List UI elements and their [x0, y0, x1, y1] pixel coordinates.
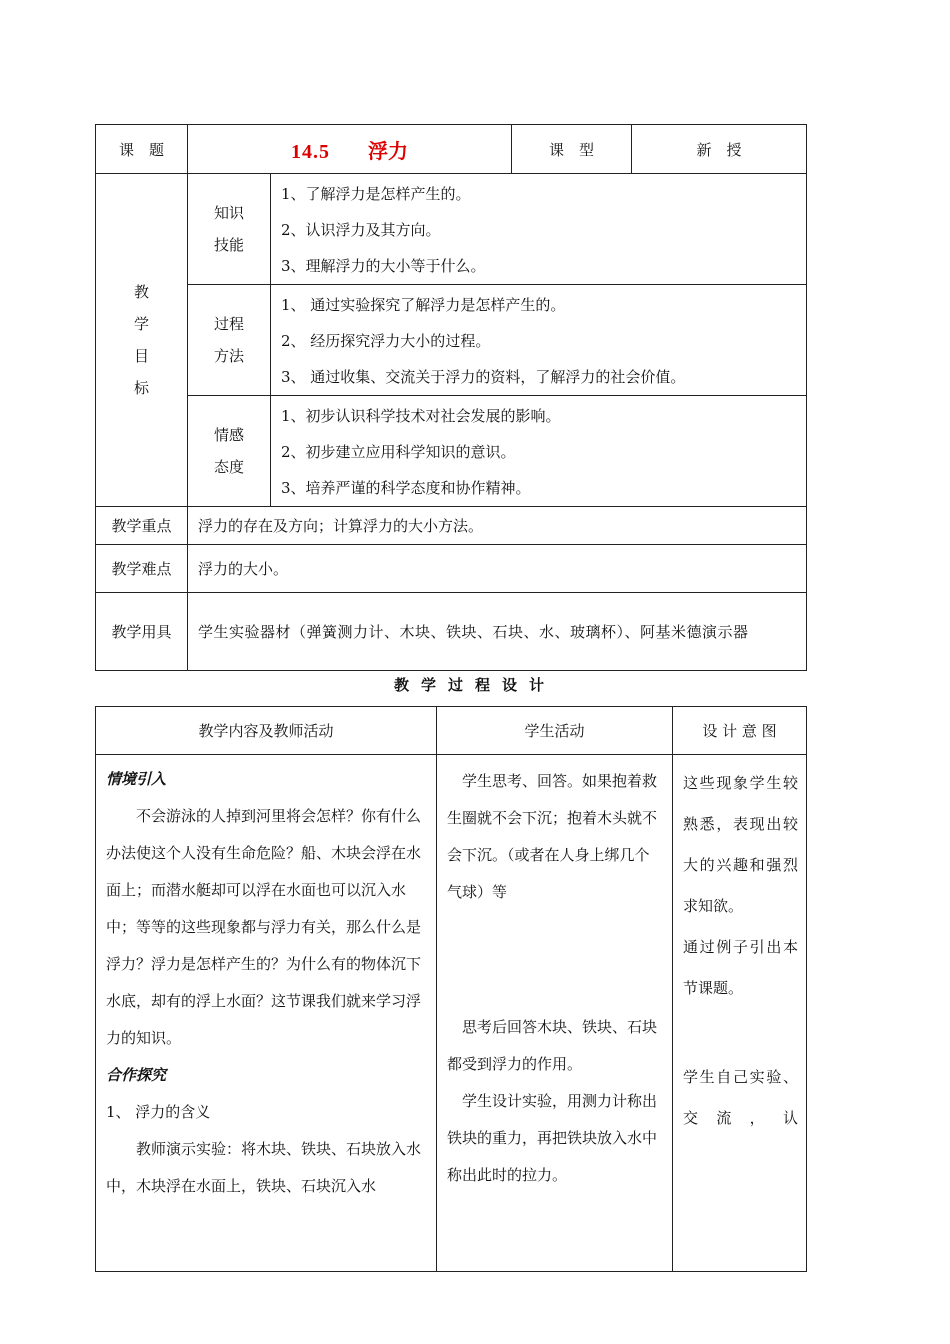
tools-label: 教学用具: [96, 593, 188, 671]
difficulty-value: 浮力的大小。: [188, 545, 807, 593]
attitude-items: 1、初步认识科学技术对社会发展的影响。 2、初步建立应用科学知识的意识。 3、培养严谨的科学态度和协作精神。: [271, 396, 807, 507]
section-title-explore: 合作探究: [106, 1066, 167, 1084]
student-answer-2: 思考后回答木块、铁块、石块都受到浮力的作用。: [447, 1018, 658, 1073]
type-label: 课 型: [512, 125, 632, 174]
situation-text: 不会游泳的人掉到河里将会怎样？你有什么办法使这个人没有生命危险？船、木块会浮在水面上；而潜水艇却可以浮在水面也可以沉入水中；等等的这些现象都与浮力有关，那么什么是浮力？浮力是怎样产生的？为什么有的物体沉下水底，却有的浮上水面？这节课我们就来学习浮力的知识。: [106, 807, 422, 1047]
intent-cell: [673, 755, 807, 1272]
knowledge-items: 1、了解浮力是怎样产生的。 2、认识浮力及其方向。 3、理解浮力的大小等于什么。: [271, 174, 807, 285]
knowledge-label: 知识 技能: [188, 174, 271, 285]
difficulty-label: 教学难点: [96, 545, 188, 593]
key-point-value: 浮力的存在及方向；计算浮力的大小方法。: [188, 507, 807, 545]
lesson-info-table: [95, 124, 807, 671]
topic-label: 课 题: [96, 125, 188, 174]
attitude-label: 情感 态度: [188, 396, 271, 507]
process-method-label: 过程 方法: [188, 285, 271, 396]
objectives-label: 教 学 目 标: [96, 174, 188, 507]
process-heading: 教学过程设计: [393, 676, 556, 694]
demo-text: 教师演示实验：将木块、铁块、石块放入水中，木块浮在水面上，铁块、石块沉入水: [106, 1140, 422, 1195]
lesson-number: 14.5: [291, 140, 330, 163]
subsection-title: 1、 浮力的含义: [106, 1103, 211, 1121]
type-value: 新 授: [632, 125, 807, 174]
intent-1: 这些现象学生较熟悉，表现出较大的兴趣和强烈求知欲。: [683, 774, 798, 915]
process-method-items: 1、 通过实验探究了解浮力是怎样产生的。 2、 经历探究浮力大小的过程。 3、 通过收集、交流关于浮力的资料，了解浮力的社会价值。: [271, 285, 807, 396]
header-intent: 设 计 意 图: [673, 707, 807, 755]
section-title-situation: 情境引入: [106, 770, 167, 788]
content-cell: [96, 755, 437, 1272]
student-answer-3: 学生设计实验，用测力计称出铁块的重力，再把铁块放入水中称出此时的拉力。: [447, 1092, 658, 1184]
process-table: [95, 706, 807, 1272]
lesson-name: 浮力: [368, 138, 408, 163]
student-cell: [437, 755, 673, 1272]
student-answer-1: 学生思考、回答。如果抱着救生圈就不会下沉；抱着木头就不会下沉。（或者在人身上绑几个气球）等: [447, 772, 658, 901]
intent-3: 学生自己实验、交流，认: [683, 1068, 798, 1127]
key-point-label: 教学重点: [96, 507, 188, 545]
lesson-title: [188, 125, 512, 174]
intent-2: 通过例子引出本节课题。: [683, 938, 798, 997]
header-content: 教学内容及教师活动: [96, 707, 437, 755]
header-student: 学生活动: [437, 707, 673, 755]
tools-value: 学生实验器材（弹簧测力计、木块、铁块、石块、水、玻璃杯）、阿基米德演示器: [188, 593, 807, 671]
